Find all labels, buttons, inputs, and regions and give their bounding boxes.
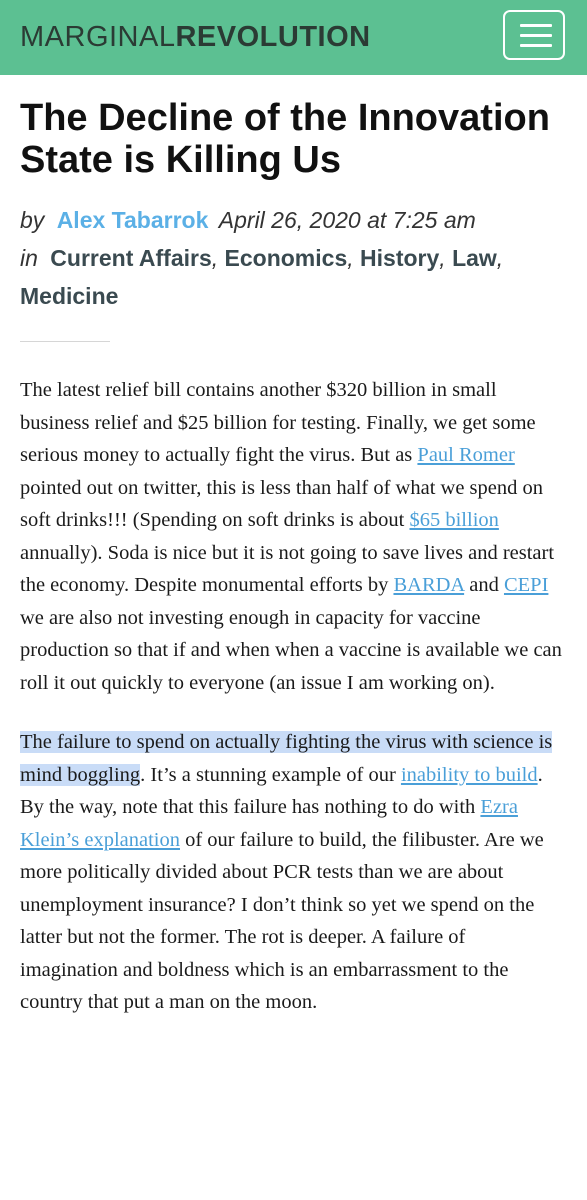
site-header — [0, 0, 587, 75]
by-label: by — [20, 207, 45, 233]
category-link-medicine[interactable]: Medicine — [20, 283, 119, 309]
post-title: The Decline of the Innovation State is Killing Us — [20, 97, 550, 181]
paragraph-2: The failure to spend on actually fighting the virus with science is mind boggling. It’s a stunning example of our inability to build. By the way, note that this failure has nothing to do with Ezra Klein’s explanation of our failure to build, the filibuster. Are we more politically divided about PCR tests than we are about unemployment insurance? I don’t think so yet we spend on the latter but not the former. The rot is deeper. A failure of imagination and boldness which is an embarrassment to the country that put a man on the moon. — [20, 731, 553, 1013]
link-paul-romer[interactable]: Paul Romer — [417, 444, 515, 466]
post-date: April 26, 2020 at 7:25 am — [218, 207, 476, 233]
link-cepi[interactable]: CEPI — [503, 574, 549, 596]
paragraph-1: The latest relief bill contains another $320 billion in small business relief and $25 billion for testing. Finally, we get some serious money to actually fight the virus. But as Paul Romer pointed out on twitter, this is less than half of what we spend on soft drinks!!! (Spending on soft drinks is about $65 billion annually). Soda is nice but it is not going to save lives and restart the economy. Despite monumental efforts by BARDA and CEPI we are also not investing enough in capacity for vaccine production so that if and when when a vaccine is available we can roll it out quickly to everyone (an issue I am working on). — [20, 379, 562, 694]
highlighted-text: The failure to spend on actually fighting the virus with science is mind boggling — [20, 731, 553, 786]
site-logo[interactable] — [20, 21, 371, 53]
category-link-history[interactable]: History — [360, 245, 440, 271]
author-link[interactable]: Alex Tabarrok — [56, 207, 209, 233]
post-meta: by Alex Tabarrok April 26, 2020 at 7:25 am in Current Affairs, Economics, History, Law, Medicine — [20, 207, 504, 309]
menu-button[interactable] — [503, 10, 565, 60]
link-inability-to-build[interactable]: inability to build — [400, 763, 538, 786]
link-65-billion[interactable]: $65 billion — [409, 509, 499, 531]
link-barda[interactable]: BARDA — [393, 574, 465, 596]
category-link-economics[interactable]: Economics — [224, 245, 348, 271]
meta-divider — [20, 341, 110, 342]
logo-text-revolution: REVOLUTION — [175, 21, 371, 53]
logo-text-marginal: MARGINAL — [20, 21, 176, 53]
category-link-law[interactable]: Law — [452, 245, 497, 271]
link-ezra-klein-explanation[interactable]: Ezra Klein’s explanation — [20, 796, 518, 851]
article — [0, 97, 587, 1019]
category-link-current-affairs[interactable]: Current Affairs — [50, 245, 212, 271]
in-label: in — [20, 245, 38, 271]
